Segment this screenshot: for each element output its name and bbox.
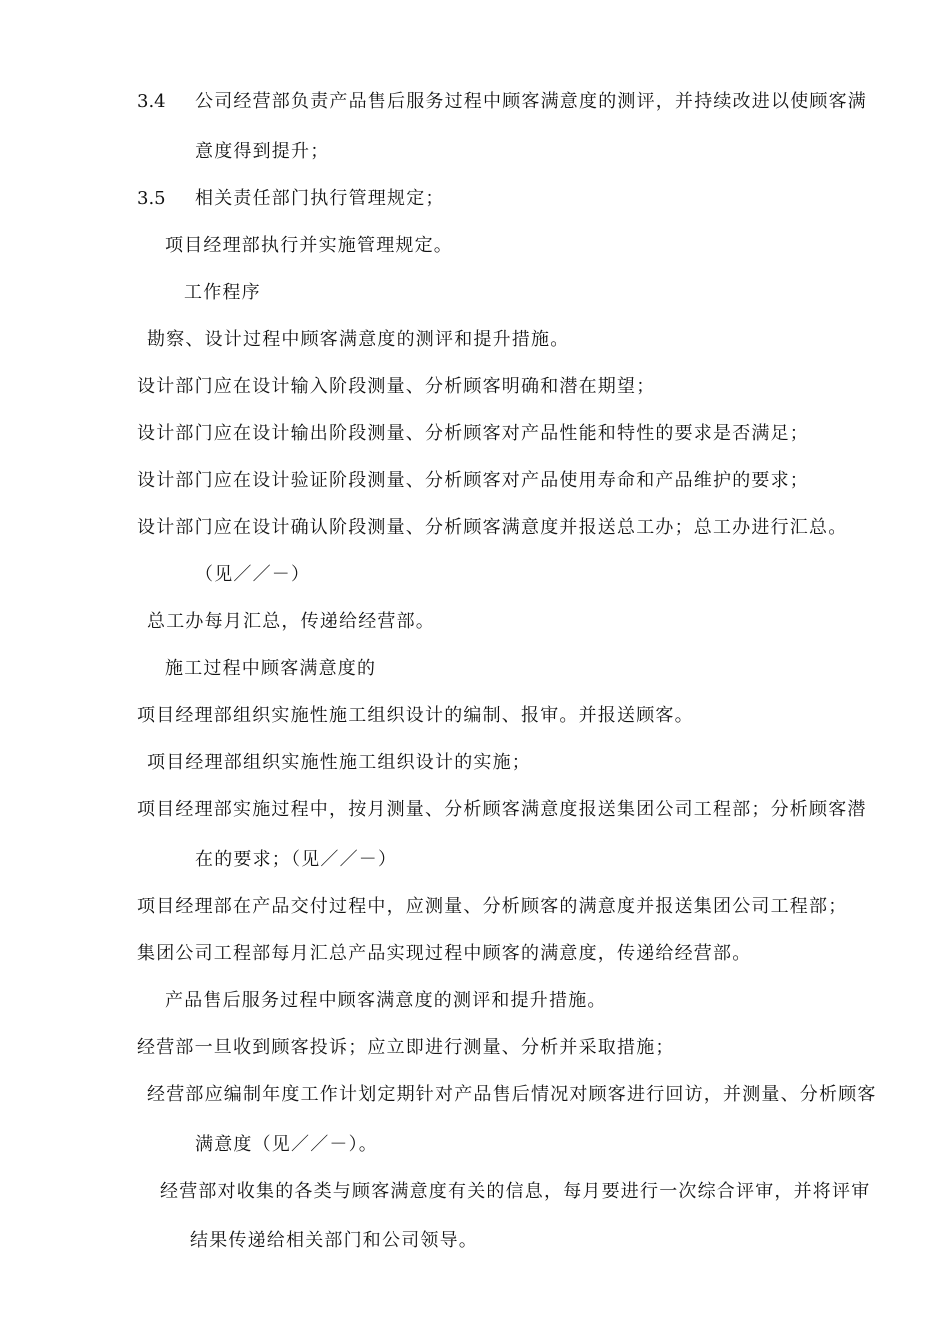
text-line: 项目经理部组织实施性施工组织设计的编制、报审。并报送顾客。 xyxy=(137,705,694,726)
text-line: 设计部门应在设计确认阶段测量、分析顾客满意度并报送总工办；总工办进行汇总。 xyxy=(137,517,848,538)
paragraph-text: 公司经营部负责产品售后服务过程中顾客满意度的测评，并持续改进以使顾客满 xyxy=(195,91,867,112)
text-line: 经营部对收集的各类与顾客满意度有关的信息，每月要进行一次综合评审，并将评审 xyxy=(160,1181,871,1202)
paragraph-3-4-line-1 xyxy=(137,90,867,114)
text-line: 经营部一旦收到顾客投诉；应立即进行测量、分析并采取措施； xyxy=(137,1037,675,1058)
text-line: 设计部门应在设计输出阶段测量、分析顾客对产品性能和特性的要求是否满足； xyxy=(137,423,809,444)
section-number: 3.5 xyxy=(137,188,166,209)
text-line-continued: 结果传递给相关部门和公司领导。 xyxy=(190,1230,478,1251)
subsection-heading: 施工过程中顾客满意度的 xyxy=(165,658,377,679)
text-line: 设计部门应在设计输入阶段测量、分析顾客明确和潜在期望； xyxy=(137,376,656,397)
text-line: 设计部门应在设计验证阶段测量、分析顾客对产品使用寿命和产品维护的要求； xyxy=(137,470,809,491)
paragraph-3-5 xyxy=(137,187,445,211)
paragraph-text: 相关责任部门执行管理规定； xyxy=(195,188,445,209)
text-line: 项目经理部实施过程中，按月测量、分析顾客满意度报送集团公司工程部；分析顾客潜 xyxy=(137,799,867,820)
section-number: 3.4 xyxy=(137,91,166,112)
text-line: 集团公司工程部每月汇总产品实现过程中顾客的满意度，传递给经营部。 xyxy=(137,943,752,964)
text-line: 项目经理部组织实施性施工组织设计的实施； xyxy=(147,752,531,773)
section-heading: 工作程序 xyxy=(184,282,261,303)
text-line: 项目经理部在产品交付过程中，应测量、分析顾客的满意度并报送集团公司工程部； xyxy=(137,896,848,917)
paragraph-3-4-line-2: 意度得到提升； xyxy=(195,141,330,162)
text-line: 总工办每月汇总，传递给经营部。 xyxy=(147,611,435,632)
subsection-heading: 勘察、设计过程中顾客满意度的测评和提升措施。 xyxy=(147,329,570,350)
text-line-continued: 满意度（见／／－）。 xyxy=(195,1134,378,1155)
text-line-continued: 在的要求；（见／／－） xyxy=(195,849,398,870)
text-line: 项目经理部执行并实施管理规定。 xyxy=(165,235,453,256)
text-line: 经营部应编制年度工作计划定期针对产品售后情况对顾客进行回访，并测量、分析顾客 xyxy=(147,1084,877,1105)
subsection-heading: 产品售后服务过程中顾客满意度的测评和提升措施。 xyxy=(165,990,607,1011)
reference-note: （见／／－） xyxy=(195,564,311,585)
